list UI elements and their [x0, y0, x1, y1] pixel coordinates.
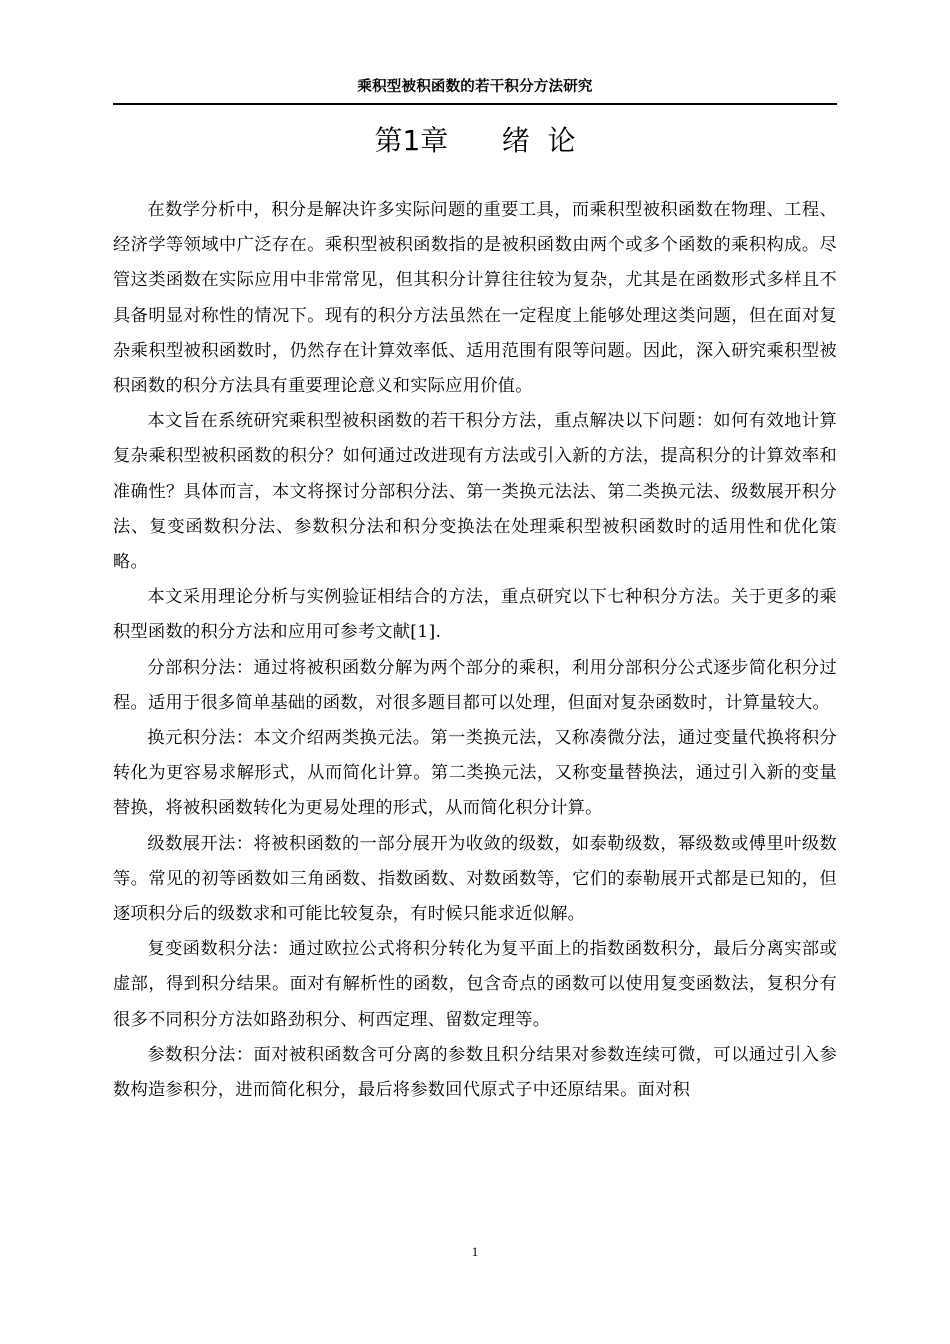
paragraph-substitution: 换元积分法：本文介绍两类换元法。第一类换元法，又称凑微分法，通过变量代换将积分转化为更容易求解形式，从而简化计算。第二类换元法，又称变量替换法，通过引入新的变量替换，将被积函数转化为更易处理的形式，从而简化积分计算。 — [113, 728, 837, 819]
paragraph-integration-by-parts: 分部积分法：通过将被积函数分解为两个部分的乘积，利用分部积分公式逐步简化积分过程。适用于很多简单基础的函数，对很多题目都可以处理，但面对复杂函数时，计算量较大。 — [113, 657, 837, 713]
paragraph-parameter-integration: 参数积分法：面对被积函数含可分离的参数且积分结果对参数连续可微，可以通过引入参数构造参积分，进而简化积分，最后将参数回代原式子中还原结果。面对积 — [113, 1044, 837, 1101]
body-text — [113, 193, 837, 1108]
paragraph-complex-integration: 复变函数积分法：通过欧拉公式将积分转化为复平面上的指数函数积分，最后分离实部或虚部，得到积分结果。面对有解析性的函数，包含奇点的函数可以使用复变函数法，复积分有很多不同积分方法如路劲积分、柯西定理、留数定理等。 — [113, 939, 837, 1030]
paragraph-objectives: 本文旨在系统研究乘积型被积函数的若干积分方法，重点解决以下问题：如何有效地计算复杂乘积型被积函数的积分？如何通过改进现有方法或引入新的方法，提高积分的计算效率和准确性？具体而言，本文将探讨分部积分法、第一类换元法法、第二类换元法、级数展开积分法、复变函数积分法、参数积分法和积分变换法在处理乘积型被积函数时的适用性和优化策略。 — [113, 411, 837, 573]
paragraph-methodology: 本文采用理论分析与实例验证相结合的方法，重点研究以下七种积分方法。关于更多的乘积型函数的积分方法和应用可参考文献[1]. — [113, 587, 837, 643]
paragraph-background: 在数学分析中，积分是解决许多实际问题的重要工具，而乘积型被积函数在物理、工程、经济学等领域中广泛存在。乘积型被积函数指的是被积函数由两个或多个函数的乘积构成。尽管这类函数在实际应用中非常常见，但其积分计算往往较为复杂，尤其是在函数形式多样且不具备明显对称性的情况下。现有的积分方法虽然在一定程度上能够处理这类问题，但在面对复杂乘积型被积函数时，仍然存在计算效率低、适用范围有限等问题。因此，深入研究乘积型被积函数的积分方法具有重要理论意义和实际应用价值。 — [113, 200, 837, 397]
chapter-title: 第1章 绪 论 — [374, 124, 576, 157]
paragraph-series-expansion: 级数展开法：将被积函数的一部分展开为收敛的级数，如泰勒级数，幂级数或傅里叶级数等。常见的初等函数如三角函数、指数函数、对数函数等，它们的泰勒展开式都是已知的，但逐项积分后的级数求和可能比较复杂，有时候只能求近似解。 — [113, 833, 837, 925]
page-number: 1 — [471, 1244, 479, 1259]
running-header: 乘积型被积函数的若干积分方法研究 — [357, 79, 593, 95]
header-rule — [113, 103, 837, 105]
